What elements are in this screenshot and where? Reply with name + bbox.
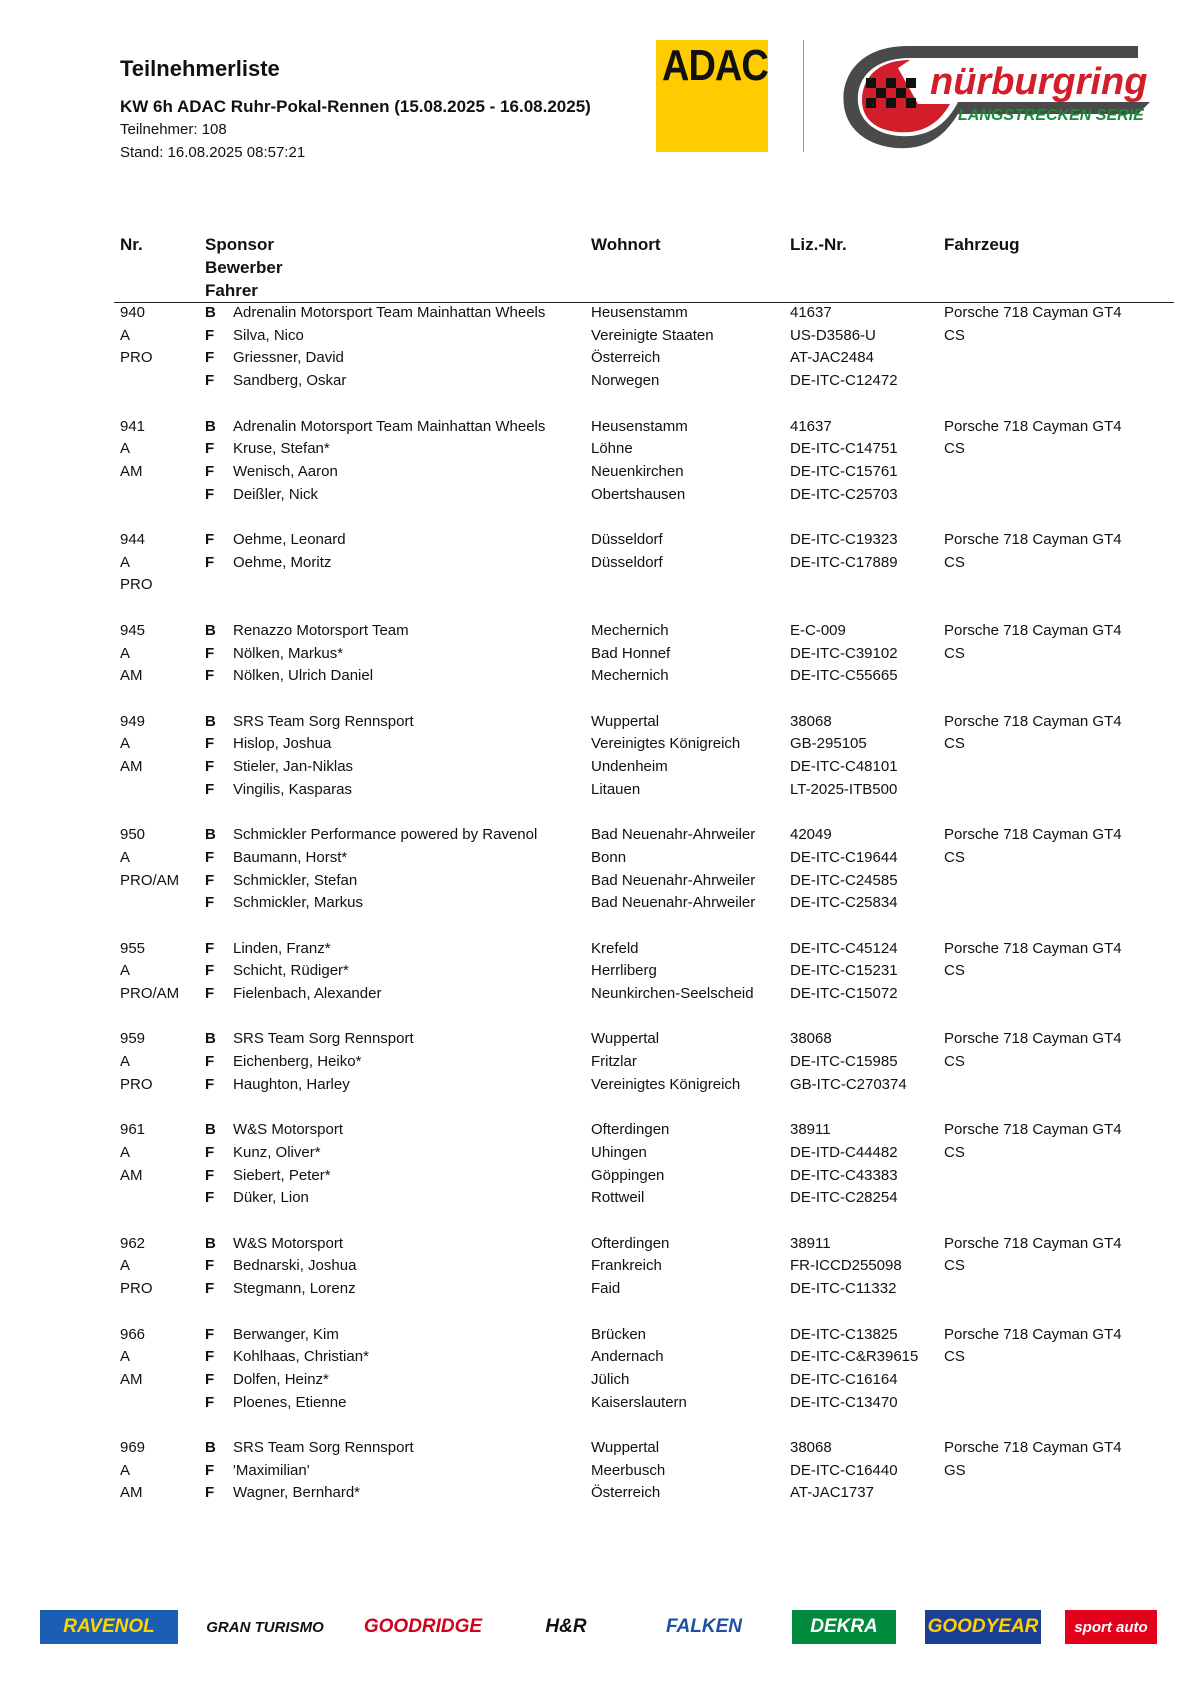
- residence: Wuppertal: [591, 1030, 660, 1048]
- entry-role: B: [205, 621, 216, 639]
- residence: Österreich: [591, 349, 661, 367]
- entry-number: 949: [120, 712, 146, 730]
- entrant-name: W&S Motorsport: [233, 1234, 344, 1252]
- residence: Neunkirchen-Seelscheid: [591, 985, 754, 1002]
- entry-role: B: [205, 417, 216, 435]
- col-bewerber: Bewerber: [205, 258, 283, 277]
- driver-name: Eichenberg, Heiko*: [233, 1053, 362, 1071]
- license-number: DE-ITC-C&R39615: [790, 1348, 919, 1366]
- license-number: US-D3586-U: [790, 326, 876, 344]
- license-number: E-C-009: [790, 621, 846, 639]
- driver-name: Baumann, Horst*: [233, 848, 348, 866]
- entry-vehicle: Porsche 718 Cayman GT4: [944, 826, 1122, 844]
- entry-role: F: [205, 1257, 215, 1275]
- entry-vehicle: Porsche 718 Cayman GT4: [944, 531, 1122, 548]
- license-number: DE-ITC-C48101: [790, 758, 898, 775]
- entry-role: F: [205, 780, 215, 798]
- driver-name: Wenisch, Aaron: [233, 462, 338, 480]
- residence: Bad Honnef: [591, 644, 671, 662]
- residence: Uhingen: [591, 1143, 647, 1161]
- residence: Jülich: [591, 1370, 630, 1388]
- driver-name: Berwanger, Kim: [233, 1325, 339, 1343]
- residence: Ofterdingen: [591, 1121, 670, 1139]
- residence: Brücken: [591, 1325, 647, 1343]
- license-number: DE-ITC-C24585: [790, 871, 898, 889]
- residence: Rottweil: [591, 1189, 645, 1207]
- entry-role: F: [205, 644, 215, 662]
- driver-name: Vingilis, Kasparas: [233, 780, 352, 798]
- entry-class: A: [120, 326, 131, 344]
- page-title: Teilnehmerliste: [120, 56, 280, 81]
- residence: Undenheim: [591, 758, 668, 775]
- driver-name: Kruse, Stefan*: [233, 440, 330, 458]
- entry-number: 969: [120, 1439, 146, 1456]
- entry-role: F: [205, 372, 215, 390]
- license-number: DE-ITC-C15761: [790, 462, 898, 480]
- entrant-name: Adrenalin Motorsport Team Mainhattan Wheels: [233, 417, 546, 435]
- entry-category: AM: [120, 1370, 143, 1388]
- entrant-name: W&S Motorsport: [233, 1121, 344, 1139]
- entry-category: PRO: [120, 1280, 153, 1298]
- entry-role: F: [205, 962, 215, 980]
- entry-role: F: [205, 349, 215, 367]
- license-number: DE-ITC-C55665: [790, 667, 898, 685]
- license-number: DE-ITC-C17889: [790, 553, 898, 571]
- residence: Düsseldorf: [591, 553, 663, 571]
- entry-role: F: [205, 1075, 215, 1093]
- license-number: 38068: [790, 1030, 832, 1048]
- residence: Bad Neuenahr-Ahrweiler: [591, 894, 756, 912]
- residence: Obertshausen: [591, 485, 686, 503]
- license-number: 41637: [790, 417, 832, 435]
- entry-role: F: [205, 462, 215, 480]
- entry-class: A: [120, 440, 131, 458]
- entry-category: PRO: [120, 1075, 153, 1093]
- license-number: DE-ITC-C25703: [790, 485, 898, 503]
- entry-class: A: [120, 1257, 131, 1275]
- entry-role: F: [205, 1370, 215, 1388]
- residence: Heusenstamm: [591, 304, 688, 321]
- entry-role: F: [205, 531, 215, 548]
- nurburgring-logo: [838, 38, 1166, 156]
- entry-vehicle: Porsche 718 Cayman GT4: [944, 712, 1122, 730]
- residence: Wuppertal: [591, 712, 660, 730]
- entry-vehicle: Porsche 718 Cayman GT4: [944, 939, 1122, 957]
- entry-vehicle: Porsche 718 Cayman GT4: [944, 1325, 1122, 1343]
- entry-role: F: [205, 667, 215, 685]
- entry-role: F: [205, 871, 215, 889]
- entry-category: AM: [120, 1166, 143, 1184]
- entry-role: F: [205, 1280, 215, 1298]
- entry-role: B: [205, 1439, 216, 1456]
- entrant-name: SRS Team Sorg Rennsport: [233, 1030, 414, 1048]
- license-number: AT-JAC2484: [790, 349, 874, 367]
- event-title: KW 6h ADAC Ruhr-Pokal-Rennen (15.08.2025 - 16.08.2025): [120, 97, 591, 116]
- residence: Norwegen: [591, 372, 660, 390]
- entry-role: F: [205, 1053, 215, 1071]
- entry-role: F: [205, 848, 215, 866]
- entry-number: 966: [120, 1325, 146, 1343]
- col-liz: Liz.-Nr.: [790, 235, 847, 254]
- entry-role: B: [205, 304, 216, 321]
- residence: Meerbusch: [591, 1461, 666, 1479]
- adac-logo: ADAC: [656, 40, 768, 152]
- residence: Düsseldorf: [591, 531, 663, 548]
- entry-vehicle-class: CS: [944, 326, 965, 344]
- license-number: DE-ITC-C16440: [790, 1461, 898, 1479]
- driver-name: Oehme, Leonard: [233, 531, 346, 548]
- entry-role: B: [205, 712, 216, 730]
- driver-name: Haughton, Harley: [233, 1075, 350, 1093]
- entry-vehicle: Porsche 718 Cayman GT4: [944, 1234, 1122, 1252]
- license-number: 38911: [790, 1121, 831, 1139]
- driver-name: Ploenes, Etienne: [233, 1393, 347, 1411]
- entry-vehicle: Porsche 718 Cayman GT4: [944, 304, 1122, 321]
- residence: Mechernich: [591, 621, 669, 639]
- entry-role: F: [205, 1166, 215, 1184]
- license-number: GB-ITC-C270374: [790, 1075, 907, 1093]
- driver-name: Stieler, Jan-Niklas: [233, 758, 354, 775]
- driver-name: Siebert, Peter*: [233, 1166, 331, 1184]
- residence: Vereinigtes Königreich: [591, 1075, 741, 1093]
- entry-vehicle-class: CS: [944, 440, 965, 458]
- residence: Krefeld: [591, 939, 639, 957]
- license-number: DE-ITC-C13470: [790, 1393, 898, 1411]
- license-number: GB-295105: [790, 735, 867, 753]
- entry-class: A: [120, 1348, 131, 1366]
- license-number: 38068: [790, 1439, 832, 1456]
- entry-vehicle-class: CS: [944, 553, 965, 571]
- license-number: DE-ITC-C14751: [790, 440, 898, 458]
- entry-role: B: [205, 1121, 216, 1139]
- entry-vehicle: Porsche 718 Cayman GT4: [944, 621, 1122, 639]
- entry-class: A: [120, 735, 131, 753]
- entry-role: F: [205, 894, 215, 912]
- residence: Ofterdingen: [591, 1234, 670, 1252]
- residence: Bonn: [591, 848, 627, 866]
- entry-role: B: [205, 1234, 216, 1252]
- license-number: DE-ITC-C13825: [790, 1325, 898, 1343]
- sponsor-logo-sport-auto: sport auto: [1065, 1610, 1157, 1644]
- driver-name: Schmickler, Markus: [233, 894, 364, 912]
- driver-name: Stegmann, Lorenz: [233, 1280, 356, 1298]
- entry-class: A: [120, 553, 131, 571]
- col-wohnort: Wohnort: [591, 235, 661, 254]
- sponsor-logo-dekra: DEKRA: [792, 1610, 896, 1644]
- driver-name: Nölken, Markus*: [233, 644, 344, 662]
- entry-number: 961: [120, 1121, 146, 1139]
- driver-name: Griessner, David: [233, 349, 344, 367]
- driver-name: Linden, Franz*: [233, 939, 331, 957]
- entry-role: F: [205, 758, 215, 775]
- entry-category: PRO: [120, 576, 153, 594]
- driver-name: Wagner, Bernhard*: [233, 1484, 361, 1502]
- driver-name: Oehme, Moritz: [233, 553, 332, 571]
- entrant-name: SRS Team Sorg Rennsport: [233, 1439, 414, 1456]
- driver-name: Sandberg, Oskar: [233, 372, 347, 390]
- residence: Herrliberg: [591, 962, 657, 980]
- entry-category: PRO: [120, 349, 153, 367]
- license-number: DE-ITC-C19644: [790, 848, 898, 866]
- license-number: DE-ITC-C16164: [790, 1370, 898, 1388]
- license-number: DE-ITC-C15985: [790, 1053, 898, 1071]
- entry-category: PRO/AM: [120, 871, 180, 889]
- entry-role: F: [205, 939, 215, 957]
- license-number: 41637: [790, 304, 832, 321]
- residence: Litauen: [591, 780, 641, 798]
- license-number: 38068: [790, 712, 832, 730]
- residence: Heusenstamm: [591, 417, 688, 435]
- driver-name: 'Maximilian': [233, 1461, 310, 1479]
- entry-number: 940: [120, 304, 146, 321]
- residence: Bad Neuenahr-Ahrweiler: [591, 826, 756, 844]
- residence: Kaiserslautern: [591, 1393, 687, 1411]
- license-number: DE-ITC-C11332: [790, 1280, 897, 1298]
- entry-class: A: [120, 1143, 131, 1161]
- residence: Vereinigte Staaten: [591, 326, 714, 344]
- sponsor-logo-goodyear: GOODYEAR: [925, 1610, 1041, 1644]
- residence: Andernach: [591, 1348, 664, 1366]
- entry-role: F: [205, 326, 215, 344]
- entry-class: A: [120, 1053, 131, 1071]
- license-number: 38911: [790, 1234, 831, 1252]
- residence: Bad Neuenahr-Ahrweiler: [591, 871, 756, 889]
- driver-name: Kunz, Oliver*: [233, 1143, 321, 1161]
- entry-vehicle-class: CS: [944, 1348, 965, 1366]
- participant-count: Teilnehmer: 108: [120, 121, 227, 138]
- entrant-name: Schmickler Performance powered by Ravenol: [233, 826, 538, 844]
- status-timestamp: Stand: 16.08.2025 08:57:21: [120, 144, 306, 161]
- entrant-name: Renazzo Motorsport Team: [233, 621, 409, 639]
- driver-name: Silva, Nico: [233, 326, 304, 344]
- entrant-name: SRS Team Sorg Rennsport: [233, 712, 414, 730]
- license-number: DE-ITC-C19323: [790, 531, 898, 548]
- residence: Wuppertal: [591, 1439, 660, 1456]
- entry-role: F: [205, 485, 215, 503]
- license-number: LT-2025-ITB500: [790, 780, 898, 798]
- license-number: DE-ITC-C15072: [790, 985, 898, 1002]
- driver-name: Düker, Lion: [233, 1189, 309, 1207]
- entry-number: 945: [120, 621, 146, 639]
- entry-vehicle: Porsche 718 Cayman GT4: [944, 1030, 1122, 1048]
- entry-class: A: [120, 962, 131, 980]
- entry-vehicle: Porsche 718 Cayman GT4: [944, 1121, 1122, 1139]
- svg-text:nürburgring: nürburgring: [930, 61, 1148, 103]
- license-number: FR-ICCD255098: [790, 1257, 902, 1275]
- entry-class: A: [120, 644, 131, 662]
- logo-divider: [803, 40, 804, 152]
- license-number: DE-ITC-C39102: [790, 644, 898, 662]
- residence: Neuenkirchen: [591, 462, 684, 480]
- entry-number: 950: [120, 826, 146, 844]
- entry-role: F: [205, 1484, 215, 1502]
- license-number: DE-ITC-C45124: [790, 939, 898, 957]
- entry-category: AM: [120, 1484, 143, 1502]
- entry-vehicle-class: CS: [944, 1257, 965, 1275]
- entry-role: B: [205, 826, 216, 844]
- residence: Frankreich: [591, 1257, 662, 1275]
- entry-role: F: [205, 440, 215, 458]
- entry-category: AM: [120, 462, 143, 480]
- driver-name: Deißler, Nick: [233, 485, 319, 503]
- entry-role: F: [205, 735, 215, 753]
- driver-name: Hislop, Joshua: [233, 735, 332, 753]
- residence: Österreich: [591, 1484, 661, 1502]
- driver-name: Kohlhaas, Christian*: [233, 1348, 369, 1366]
- license-number: DE-ITC-C25834: [790, 894, 898, 912]
- driver-name: Nölken, Ulrich Daniel: [233, 667, 374, 685]
- license-number: 42049: [790, 826, 832, 844]
- entry-vehicle-class: CS: [944, 962, 965, 980]
- license-number: DE-ITC-C28254: [790, 1189, 898, 1207]
- entry-role: F: [205, 1461, 215, 1479]
- residence: Mechernich: [591, 667, 669, 685]
- entry-category: AM: [120, 758, 143, 775]
- sponsor-logo-ravenol: RAVENOL: [40, 1610, 178, 1644]
- residence: Löhne: [591, 440, 633, 458]
- entry-role: F: [205, 985, 215, 1002]
- entry-number: 962: [120, 1234, 146, 1252]
- driver-name: Schmickler, Stefan: [233, 871, 358, 889]
- license-number: DE-ITC-C15231: [790, 962, 898, 980]
- entry-role: F: [205, 553, 215, 571]
- license-number: DE-ITC-C12472: [790, 372, 898, 390]
- driver-name: Schicht, Rüdiger*: [233, 962, 349, 980]
- col-fahrer: Fahrer: [205, 281, 258, 300]
- entry-number: 959: [120, 1030, 146, 1048]
- col-nr: Nr.: [120, 235, 143, 254]
- entrant-name: Adrenalin Motorsport Team Mainhattan Wheels: [233, 304, 546, 321]
- entry-role: F: [205, 1325, 215, 1343]
- entry-vehicle-class: CS: [944, 644, 965, 662]
- entry-vehicle-class: CS: [944, 1143, 965, 1161]
- residence: Faid: [591, 1280, 621, 1298]
- entry-number: 941: [120, 417, 146, 435]
- entry-category: PRO/AM: [120, 985, 180, 1002]
- entry-vehicle: Porsche 718 Cayman GT4: [944, 417, 1122, 435]
- entry-vehicle-class: CS: [944, 1053, 965, 1071]
- driver-name: Dolfen, Heinz*: [233, 1370, 329, 1388]
- entry-role: F: [205, 1348, 215, 1366]
- license-number: DE-ITD-C44482: [790, 1143, 898, 1161]
- entry-class: A: [120, 1461, 131, 1479]
- col-fahrzeug: Fahrzeug: [944, 235, 1020, 254]
- sponsor-logo-goodridge: GOODRIDGE: [348, 1610, 498, 1644]
- residence: Fritzlar: [591, 1053, 637, 1071]
- entry-vehicle-class: CS: [944, 735, 965, 753]
- entry-vehicle: Porsche 718 Cayman GT4: [944, 1439, 1122, 1456]
- sponsor-logo-gran-turismo: GRAN TURISMO: [205, 1610, 325, 1644]
- entry-vehicle-class: GS: [944, 1461, 966, 1479]
- entry-category: AM: [120, 667, 143, 685]
- driver-name: Fielenbach, Alexander: [233, 985, 382, 1002]
- entry-number: 944: [120, 531, 146, 548]
- sponsor-logo-h-r: H&R: [520, 1610, 612, 1644]
- residence: Vereinigtes Königreich: [591, 735, 741, 753]
- entry-role: F: [205, 1393, 215, 1411]
- license-number: DE-ITC-C43383: [790, 1166, 898, 1184]
- entry-class: A: [120, 848, 131, 866]
- entry-number: 955: [120, 939, 146, 957]
- col-sponsor: Sponsor: [205, 235, 274, 254]
- sponsor-logo-falken: FALKEN: [640, 1610, 768, 1644]
- license-number: AT-JAC1737: [790, 1484, 874, 1502]
- entry-role: B: [205, 1030, 216, 1048]
- entry-vehicle-class: CS: [944, 848, 965, 866]
- residence: Göppingen: [591, 1166, 665, 1184]
- driver-name: Bednarski, Joshua: [233, 1257, 357, 1275]
- entry-role: F: [205, 1189, 215, 1207]
- svg-text:LANGSTRECKEN SERIE: LANGSTRECKEN SERIE: [958, 107, 1144, 124]
- entry-role: F: [205, 1143, 215, 1161]
